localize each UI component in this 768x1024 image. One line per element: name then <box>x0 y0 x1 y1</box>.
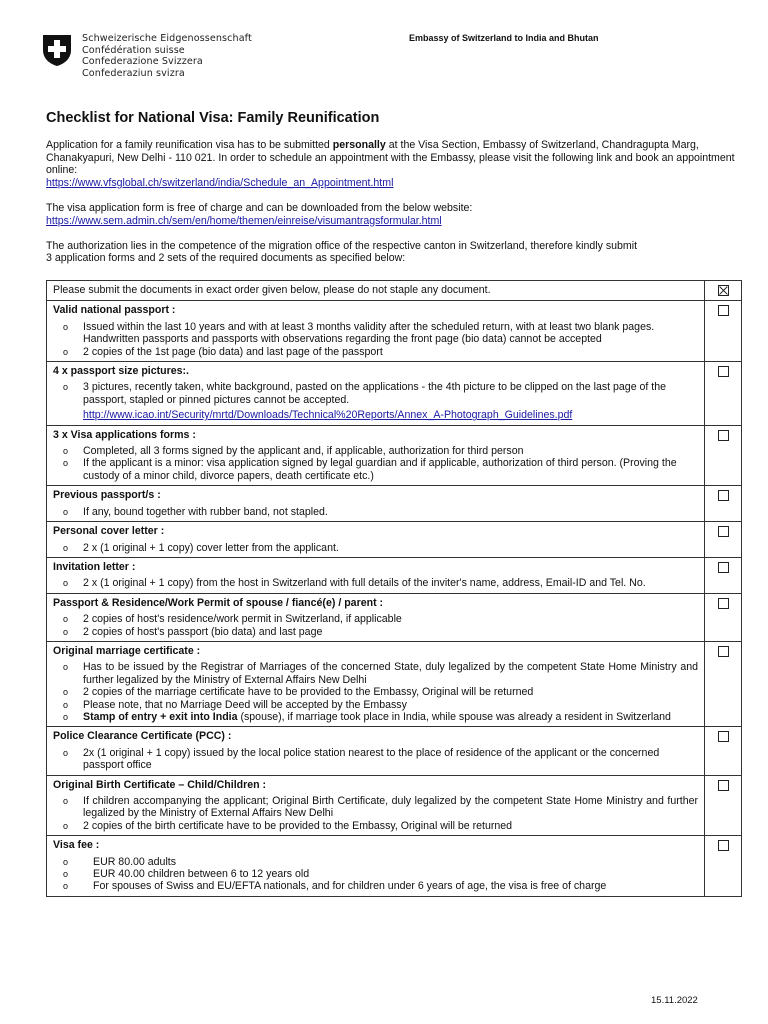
item-heading: 4 x passport size pictures:. <box>53 365 190 378</box>
swiss-cross-shield-icon <box>42 33 72 67</box>
checklist-row <box>47 522 742 558</box>
federation-name-rm: Confederaziun svizra <box>82 67 185 79</box>
intro-section <box>46 139 736 278</box>
embassy-name: Embassy of Switzerland to India and Bhutan <box>409 33 599 43</box>
checkbox[interactable] <box>718 780 729 791</box>
checkbox[interactable] <box>718 305 729 316</box>
item-heading: Passport & Residence/Work Permit of spouse / fiancé(e) / parent : <box>53 596 384 609</box>
list-item: o Issued within the last 10 years and with at least 3 months validity after the scheduled return, with at least two blank pages. Handwritten passports and passports with observations regarding the front page (bio data) cannot be accepted <box>53 321 698 346</box>
list-item <box>53 711 698 723</box>
federation-name-it: Confederazione Svizzera <box>82 56 203 67</box>
page-title: Checklist for National Visa: Family Reunification <box>46 110 380 126</box>
list-item: o EUR 40.00 children between 6 to 12 years old <box>53 868 698 880</box>
list-item: o Has to be issued by the Registrar of Marriages of the concerned State, duly legalized by the competent State Home Ministry and further legalized by the Ministry of External Affairs New Delhi <box>53 661 698 686</box>
intro-text: at the Visa Section, Embassy of Switzerland, Chandragupta Marg, Chanakyapuri, New Delhi - 110 021. In order to schedule an appointment with the Embassy, please visit the following link and book an appointment online: <box>46 139 735 177</box>
checklist-row <box>47 301 742 362</box>
item-heading: Personal cover letter : <box>53 525 165 538</box>
checklist-row <box>47 593 742 641</box>
appointment-link[interactable]: https://www.vfsglobal.ch/switzerland/india/Schedule_an_Appointment.html <box>46 176 394 189</box>
checklist-note-row <box>47 281 742 301</box>
item-heading: Police Clearance Certificate (PCC) : <box>53 730 232 743</box>
list-item: o 2 copies of host's passport (bio data) and last page <box>53 626 698 638</box>
intro-paragraph-3 <box>46 240 736 265</box>
list-item: o If any, bound together with rubber band, not stapled. <box>53 506 698 518</box>
checklist-row <box>47 486 742 522</box>
item-heading: 3 x Visa applications forms : <box>53 428 196 441</box>
item-heading: Valid national passport : <box>53 304 176 317</box>
item-heading: Previous passport/s : <box>53 489 161 502</box>
intro-paragraph-1 <box>46 139 736 189</box>
checklist-row <box>47 727 742 775</box>
list-item-text: (spouse), if marriage took place in India, while spouse was already a resident in Switzerland <box>237 710 671 723</box>
federation-name-fr: Confédération suisse <box>82 44 185 56</box>
list-item: o 2x (1 original + 1 copy) issued by the local police station nearest to the place of residence of the applicant or the concerned passport office <box>53 747 698 772</box>
list-item: o 2 copies of the marriage certificate have to be provided to the Embassy, Original will be returned <box>53 686 698 698</box>
intro-text: Application for a family reunification visa has to be submitted <box>46 139 333 151</box>
checklist-row <box>47 557 742 593</box>
federation-names <box>82 33 252 79</box>
list-item: o 2 copies of the birth certificate have to be provided to the Embassy, Original will be returned <box>53 820 698 832</box>
list-item: o If the applicant is a minor: visa application signed by legal guardian and if applicable, authorization of third person. (Proving the custody of a minor child, divorce papers, death certificate etc.) <box>53 457 698 482</box>
application-form-link[interactable]: https://www.sem.admin.ch/sem/en/home/themen/einreise/visumantragsformular.html <box>46 214 442 227</box>
checklist-row <box>47 775 742 836</box>
item-heading: Original marriage certificate : <box>53 644 201 657</box>
intro-paragraph-2 <box>46 202 736 227</box>
checkbox[interactable] <box>718 366 729 377</box>
document-date: 15.11.2022 <box>651 995 698 1006</box>
item-heading: Invitation letter : <box>53 560 136 573</box>
list-item: o 2 x (1 original + 1 copy) from the host in Switzerland with full details of the inviter's name, address, Email-ID and Tel. No. <box>53 577 698 589</box>
checkbox[interactable] <box>718 840 729 851</box>
federation-name-de: Schweizerische Eidgenossenschaft <box>82 33 252 44</box>
list-item: o Please note, that no Marriage Deed will be accepted by the Embassy <box>53 699 698 711</box>
checkbox[interactable] <box>718 646 729 657</box>
checkbox[interactable] <box>718 562 729 573</box>
checkbox[interactable] <box>718 731 729 742</box>
checkbox-checked[interactable] <box>718 285 729 296</box>
list-item: o For spouses of Swiss and EU/EFTA nationals, and for children under 6 years of age, the visa is free of charge <box>53 880 698 892</box>
checkbox[interactable] <box>718 430 729 441</box>
item-heading: Original Birth Certificate – Child/Children : <box>53 778 267 791</box>
checklist-note: Please submit the documents in exact order given below, please do not staple any document. <box>47 281 705 301</box>
list-item: o 2 x (1 original + 1 copy) cover letter from the applicant. <box>53 542 698 554</box>
photo-guidelines-link[interactable]: http://www.icao.int/Security/mrtd/Downloads/Technical%20Reports/Annex_A-Photograph_Guidelines.pdf <box>83 409 573 422</box>
checklist-row <box>47 425 742 486</box>
checklist-table <box>46 280 742 897</box>
checklist-row <box>47 362 742 426</box>
list-item: o EUR 80.00 adults <box>53 856 698 868</box>
checkbox[interactable] <box>718 526 729 537</box>
checklist-row <box>47 836 742 897</box>
list-item: o If children accompanying the applicant; Original Birth Certificate, duly legalized by the competent State Home Ministry and further legalized by the Ministry of External Affairs New Delhi <box>53 795 698 820</box>
bold-text: Stamp of entry + exit into India <box>83 710 238 723</box>
intro-bold-text: personally <box>332 139 386 151</box>
checkbox[interactable] <box>718 598 729 609</box>
list-item: o 2 copies of the 1st page (bio data) and last page of the passport <box>53 346 698 358</box>
intro-text: 3 application forms and 2 sets of the required documents as specified below: <box>46 252 406 265</box>
list-item: o Completed, all 3 forms signed by the applicant and, if applicable, authorization for third person <box>53 445 698 457</box>
intro-text: The authorization lies in the competence of the migration office of the respective canton in Switzerland, therefore kindly submit <box>46 239 638 252</box>
list-item: o 2 copies of host's residence/work permit in Switzerland, if applicable <box>53 613 698 625</box>
checkbox[interactable] <box>718 490 729 501</box>
intro-text: The visa application form is free of charge and can be downloaded from the below website: <box>46 201 473 214</box>
list-item: o 3 pictures, recently taken, white background, pasted on the applications - the 4th picture to be clipped on the last page of the passport, stapled or pinned pictures cannot be accepted. <box>53 381 698 406</box>
item-heading: Visa fee : <box>53 839 100 852</box>
checklist-row <box>47 641 742 726</box>
